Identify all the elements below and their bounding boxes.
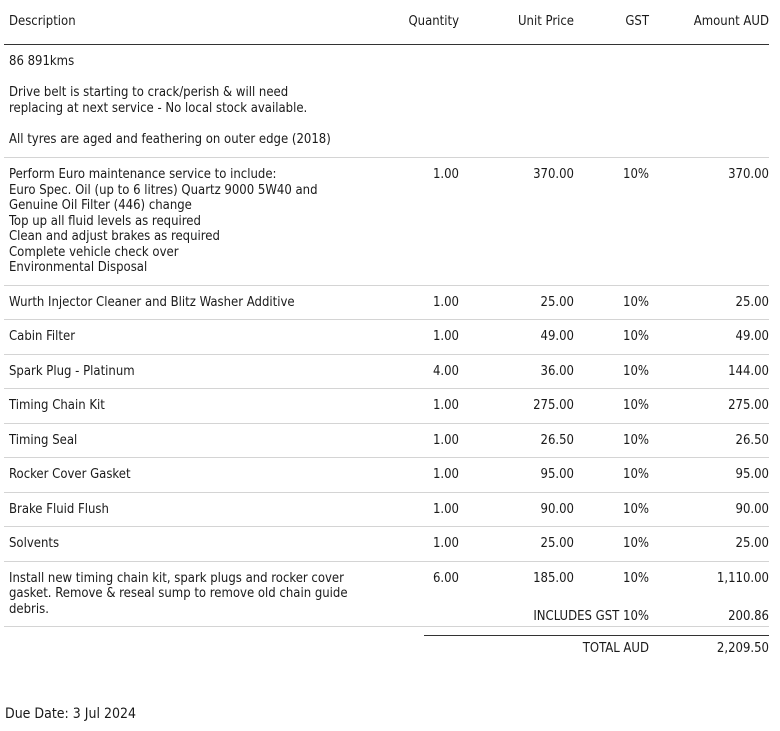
item-description-line: Cabin Filter [9, 329, 76, 344]
item-description [4, 398, 399, 414]
item-description [4, 502, 399, 518]
item-amount: 90.00 [735, 501, 769, 517]
item-unit-price: 90.00 [540, 501, 574, 517]
item-description-line: Clean and adjust brakes as required [9, 229, 220, 244]
total-label: TOTAL AUD [582, 641, 649, 656]
note-line: Drive belt is starting to crack/perish & will need [9, 85, 289, 100]
item-gst: 10% [623, 536, 649, 551]
item-amount: 25.00 [735, 294, 769, 310]
item-gst: 10% [623, 167, 649, 182]
item-amount: 49.00 [735, 329, 769, 344]
item-amount: 25.00 [735, 536, 769, 551]
item-unit-price: 370.00 [533, 167, 574, 182]
item-gst: 10% [623, 329, 649, 344]
invoice-table [4, 0, 769, 627]
item-description [4, 433, 399, 449]
item-unit-price: 49.00 [540, 329, 574, 344]
item-unit-price: 26.50 [540, 432, 574, 448]
item-gst: 10% [623, 501, 649, 517]
item-unit-price: 275.00 [533, 398, 574, 413]
item-quantity: 4.00 [432, 363, 459, 379]
item-quantity: 6.00 [432, 570, 459, 586]
item-quantity: 1.00 [432, 467, 459, 482]
item-description-line: Complete vehicle check over [9, 244, 179, 260]
item-description [4, 329, 399, 345]
item-quantity: 1.00 [432, 294, 459, 310]
item-gst: 10% [623, 432, 649, 448]
includes-gst-row [424, 609, 769, 636]
table-row [4, 424, 769, 459]
due-date: Due Date: 3 Jul 2024 [5, 706, 137, 722]
service-notes [4, 45, 331, 157]
item-quantity: 1.00 [432, 536, 459, 551]
item-description-line: Environmental Disposal [9, 260, 148, 275]
item-description-line: Perform Euro maintenance service to include: [9, 167, 277, 182]
item-amount: 26.50 [735, 432, 769, 448]
item-quantity: 1.00 [432, 329, 459, 344]
item-description-line: Brake Fluid Flush [9, 501, 109, 517]
note-line: All tyres are aged and feathering on outer edge (2018) [9, 131, 331, 147]
header-unit-price: Unit Price [517, 14, 574, 30]
table-row [4, 320, 769, 355]
note-line [9, 70, 331, 86]
item-description-line: Solvents [9, 536, 60, 551]
item-quantity: 1.00 [432, 167, 459, 182]
item-gst: 10% [623, 294, 649, 310]
item-description-line: Install new timing chain kit, spark plugs and rocker cover [9, 570, 344, 586]
table-row [4, 355, 769, 390]
header-amount: Amount AUD [693, 14, 769, 30]
item-description [4, 167, 399, 276]
item-amount: 1,110.00 [716, 570, 769, 586]
includes-gst-amount: 200.86 [728, 609, 769, 624]
item-quantity: 1.00 [432, 432, 459, 448]
item-description-line: Top up all fluid levels as required [9, 213, 201, 229]
total-amount: 2,209.50 [716, 641, 769, 656]
item-amount: 275.00 [728, 398, 769, 413]
item-unit-price: 25.00 [540, 536, 574, 551]
item-gst: 10% [623, 363, 649, 379]
item-quantity: 1.00 [432, 398, 459, 413]
item-description-line: Timing Seal [9, 432, 78, 448]
item-unit-price: 25.00 [540, 294, 574, 310]
item-description [4, 536, 399, 552]
header-quantity: Quantity [408, 14, 459, 30]
note-line [9, 116, 331, 132]
header-gst: GST [625, 14, 649, 30]
table-row [4, 527, 769, 562]
total-row [424, 641, 769, 663]
note-line: 86 891kms [9, 54, 75, 69]
notes-row [4, 45, 769, 158]
item-unit-price: 95.00 [540, 467, 574, 482]
table-row [4, 286, 769, 321]
item-gst: 10% [623, 570, 649, 586]
item-description-line: Wurth Injector Cleaner and Blitz Washer Additive [9, 294, 295, 310]
item-gst: 10% [623, 398, 649, 413]
table-header [4, 0, 769, 45]
item-amount: 144.00 [728, 363, 769, 379]
item-description [4, 364, 399, 380]
table-row [4, 158, 769, 286]
table-row [4, 389, 769, 424]
item-amount: 370.00 [728, 167, 769, 182]
item-amount: 95.00 [735, 467, 769, 482]
item-unit-price: 36.00 [540, 363, 574, 379]
item-quantity: 1.00 [432, 501, 459, 517]
includes-gst-label: INCLUDES GST 10% [533, 609, 649, 624]
item-description-line: Rocker Cover Gasket [9, 467, 131, 482]
item-description [4, 571, 399, 618]
item-description [4, 467, 399, 483]
item-description [4, 295, 399, 311]
line-items [4, 158, 769, 627]
item-description-line: Spark Plug - Platinum [9, 363, 135, 379]
table-row [4, 458, 769, 493]
table-row [4, 493, 769, 528]
item-unit-price: 185.00 [533, 570, 574, 586]
item-description-line: gasket. Remove & reseal sump to remove old chain guide [9, 586, 348, 601]
item-description-line: Euro Spec. Oil (up to 6 litres) Quartz 9000 5W40 and [9, 182, 318, 198]
item-gst: 10% [623, 467, 649, 482]
header-description: Description [9, 14, 76, 30]
item-description-line: debris. [9, 601, 49, 617]
item-description-line: Genuine Oil Filter (446) change [9, 198, 192, 213]
item-description-line: Timing Chain Kit [9, 398, 105, 413]
note-line: replacing at next service - No local stock available. [9, 100, 308, 116]
